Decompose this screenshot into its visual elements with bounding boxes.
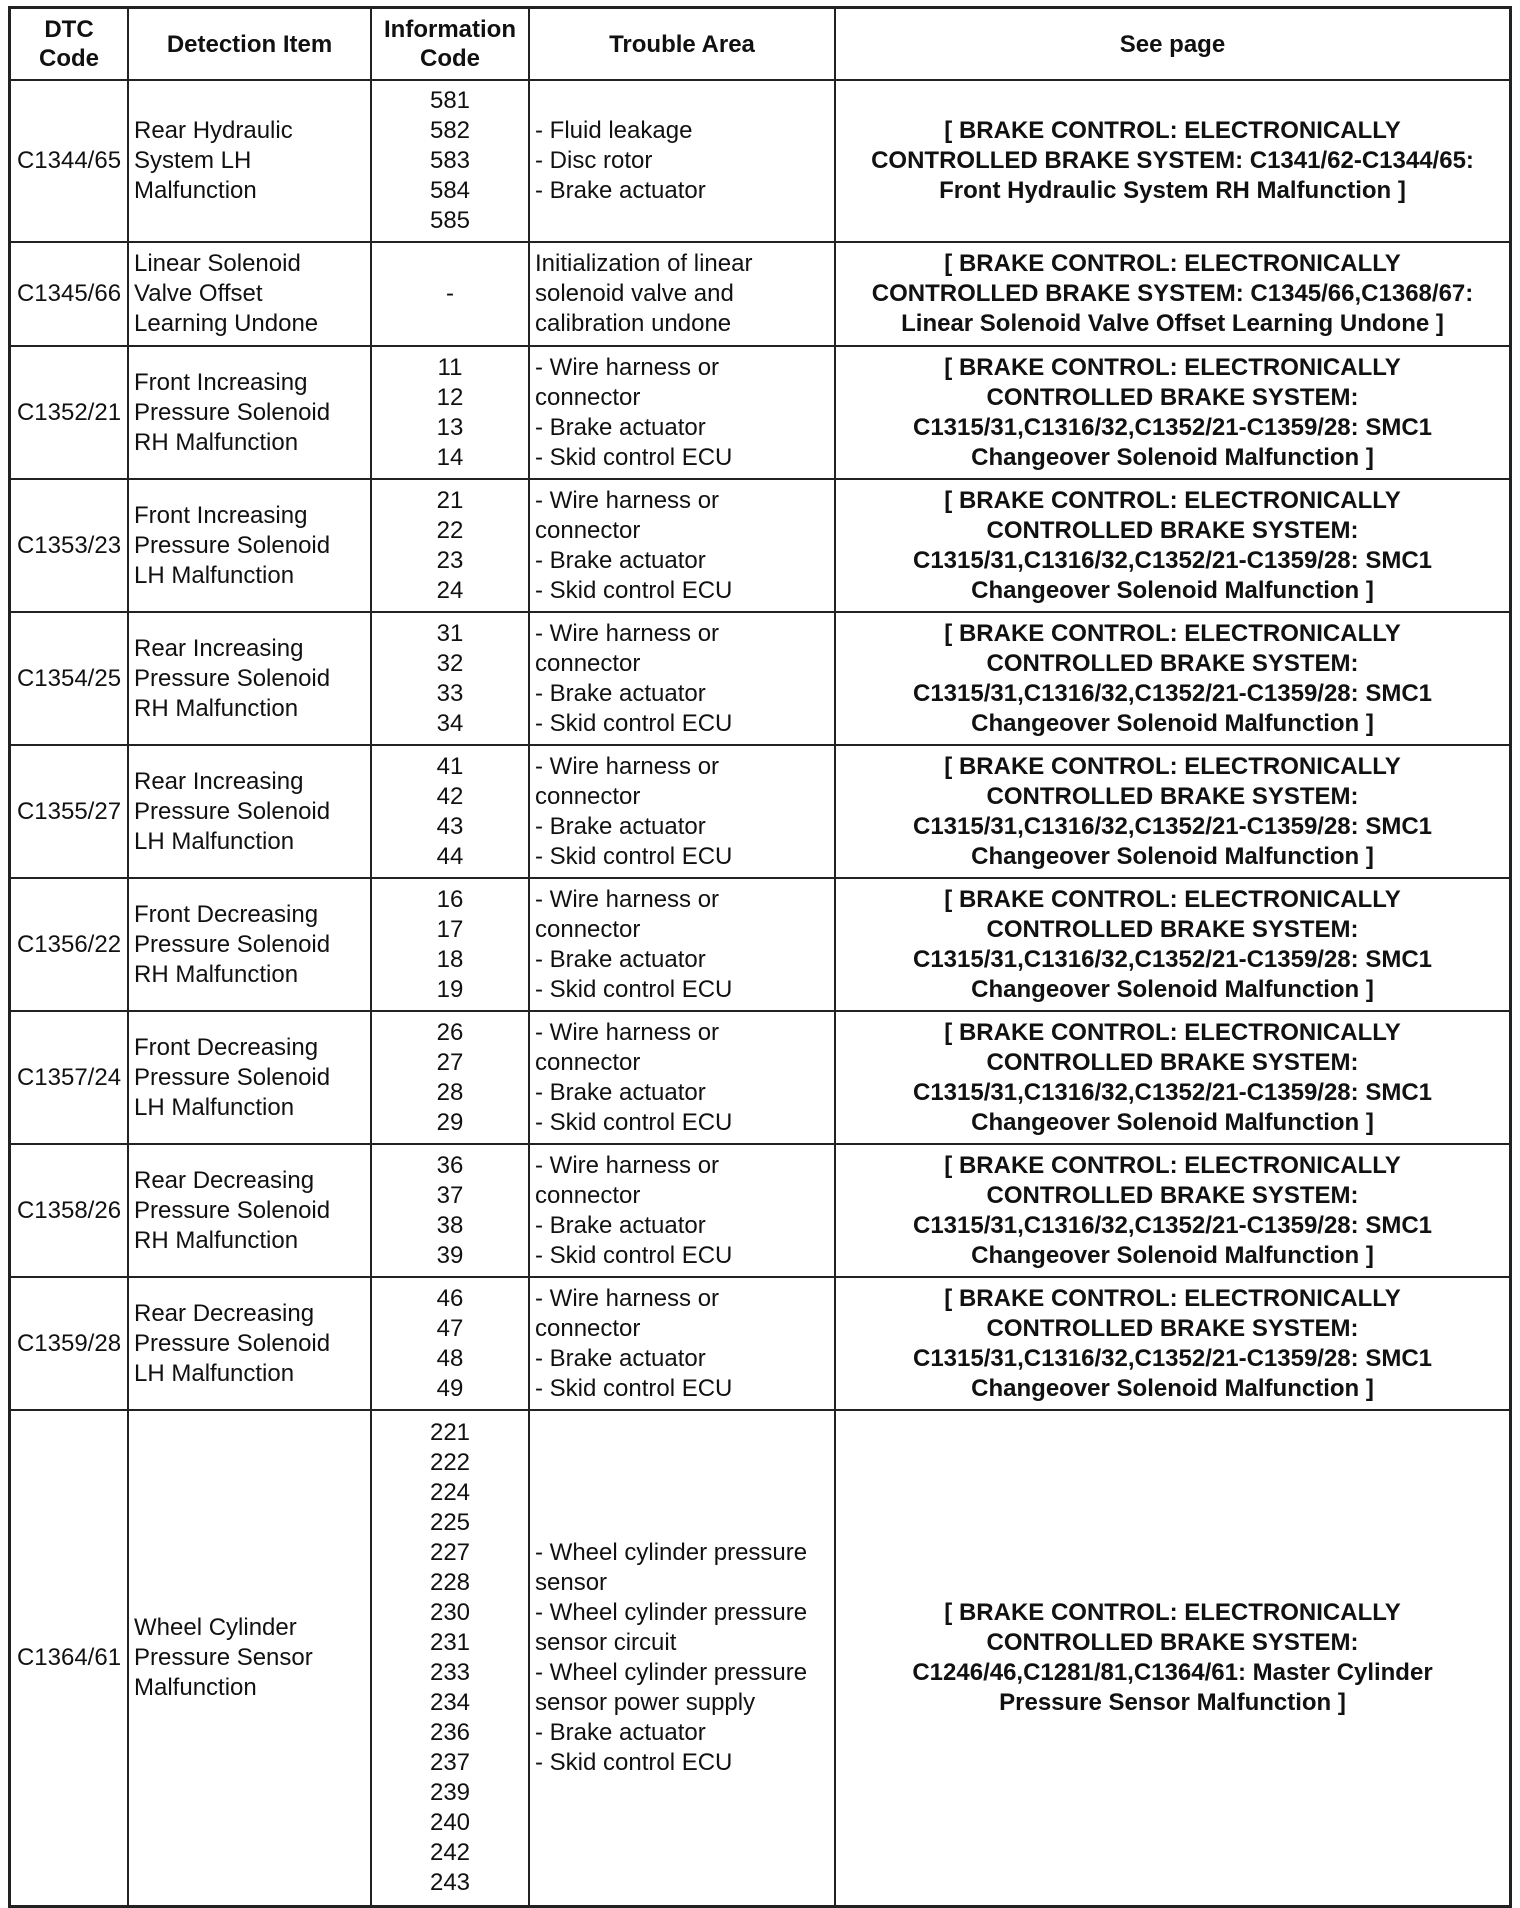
detection-item-cell: Front Increasing Pressure Solenoid RH Malfunction [128,346,371,479]
detection-item-cell: Rear Decreasing Pressure Solenoid RH Malfunction [128,1144,371,1277]
table-row [10,80,1511,242]
trouble-area-cell: - Wire harness or connector - Brake actuator - Skid control ECU [529,346,835,479]
dtc-code-cell: C1354/25 [10,612,129,745]
see-page-link[interactable]: [ BRAKE CONTROL: ELECTRONICALLY CONTROLLED BRAKE SYSTEM: C1315/31,C1316/32,C1352/21-C1359/28: SMC1 Changeover Solenoid Malfunction ] [835,612,1511,745]
see-page-link[interactable]: [ BRAKE CONTROL: ELECTRONICALLY CONTROLLED BRAKE SYSTEM: C1315/31,C1316/32,C1352/21-C1359/28: SMC1 Changeover Solenoid Malfunction ] [835,878,1511,1011]
detection-item-cell: Rear Increasing Pressure Solenoid RH Malfunction [128,612,371,745]
detection-item-cell: Front Decreasing Pressure Solenoid RH Malfunction [128,878,371,1011]
information-code-cell: 221 222 224 225 227 228 230 231 233 234 236 237 239 240 242 243 [371,1410,529,1906]
table-row [10,612,1511,745]
dtc-code-cell: C1356/22 [10,878,129,1011]
table-row [10,346,1511,479]
dtc-code-cell: C1353/23 [10,479,129,612]
see-page-link[interactable]: [ BRAKE CONTROL: ELECTRONICALLY CONTROLLED BRAKE SYSTEM: C1345/66,C1368/67: Linear Solenoid Valve Offset Learning Undone ] [835,242,1511,346]
see-page-link[interactable]: [ BRAKE CONTROL: ELECTRONICALLY CONTROLLED BRAKE SYSTEM: C1315/31,C1316/32,C1352/21-C1359/28: SMC1 Changeover Solenoid Malfunction ] [835,346,1511,479]
table-row [10,1144,1511,1277]
trouble-area-cell: - Wire harness or connector - Brake actuator - Skid control ECU [529,1144,835,1277]
information-code-cell: 21 22 23 24 [371,479,529,612]
detection-item-cell: Front Increasing Pressure Solenoid LH Malfunction [128,479,371,612]
see-page-link[interactable]: [ BRAKE CONTROL: ELECTRONICALLY CONTROLLED BRAKE SYSTEM: C1315/31,C1316/32,C1352/21-C1359/28: SMC1 Changeover Solenoid Malfunction ] [835,479,1511,612]
table-row [10,745,1511,878]
detection-item-cell: Rear Decreasing Pressure Solenoid LH Malfunction [128,1277,371,1410]
header-dtc-code: DTC Code [10,8,129,81]
detection-item-cell: Wheel Cylinder Pressure Sensor Malfunction [128,1410,371,1906]
trouble-area-cell: - Wire harness or connector - Brake actuator - Skid control ECU [529,745,835,878]
dtc-code-cell: C1357/24 [10,1011,129,1144]
table-body [10,80,1511,1906]
trouble-area-cell: Initialization of linear solenoid valve and calibration undone [529,242,835,346]
see-page-link[interactable]: [ BRAKE CONTROL: ELECTRONICALLY CONTROLLED BRAKE SYSTEM: C1315/31,C1316/32,C1352/21-C1359/28: SMC1 Changeover Solenoid Malfunction ] [835,745,1511,878]
information-code-cell: 41 42 43 44 [371,745,529,878]
table-row [10,878,1511,1011]
trouble-area-cell: - Wire harness or connector - Brake actuator - Skid control ECU [529,1277,835,1410]
header-trouble-area: Trouble Area [529,8,835,81]
trouble-area-cell: - Wire harness or connector - Brake actuator - Skid control ECU [529,612,835,745]
dtc-code-cell: C1364/61 [10,1410,129,1906]
dtc-code-cell: C1358/26 [10,1144,129,1277]
trouble-area-cell: - Wheel cylinder pressure sensor - Wheel cylinder pressure sensor circuit - Wheel cylinder pressure sensor power supply - Brake actuator - Skid control ECU [529,1410,835,1906]
trouble-area-cell: - Wire harness or connector - Brake actuator - Skid control ECU [529,479,835,612]
table-row [10,1410,1511,1906]
dtc-code-cell: C1359/28 [10,1277,129,1410]
information-code-cell: 46 47 48 49 [371,1277,529,1410]
see-page-link[interactable]: [ BRAKE CONTROL: ELECTRONICALLY CONTROLLED BRAKE SYSTEM: C1315/31,C1316/32,C1352/21-C1359/28: SMC1 Changeover Solenoid Malfunction ] [835,1144,1511,1277]
see-page-link[interactable]: [ BRAKE CONTROL: ELECTRONICALLY CONTROLLED BRAKE SYSTEM: C1246/46,C1281/81,C1364/61: Master Cylinder Pressure Sensor Malfunction ] [835,1410,1511,1906]
dtc-table [8,6,1512,1908]
trouble-area-cell: - Wire harness or connector - Brake actuator - Skid control ECU [529,878,835,1011]
header-see-page: See page [835,8,1511,81]
detection-item-cell: Rear Hydraulic System LH Malfunction [128,80,371,242]
dtc-code-cell: C1352/21 [10,346,129,479]
information-code-cell: - [371,242,529,346]
see-page-link[interactable]: [ BRAKE CONTROL: ELECTRONICALLY CONTROLLED BRAKE SYSTEM: C1315/31,C1316/32,C1352/21-C1359/28: SMC1 Changeover Solenoid Malfunction ] [835,1277,1511,1410]
dtc-code-cell: C1344/65 [10,80,129,242]
see-page-link[interactable]: [ BRAKE CONTROL: ELECTRONICALLY CONTROLLED BRAKE SYSTEM: C1341/62-C1344/65: Front Hydraulic System RH Malfunction ] [835,80,1511,242]
information-code-cell: 11 12 13 14 [371,346,529,479]
header-row [10,8,1511,81]
dtc-code-cell: C1345/66 [10,242,129,346]
dtc-code-cell: C1355/27 [10,745,129,878]
table-row [10,1011,1511,1144]
table-row [10,479,1511,612]
table-row [10,1277,1511,1410]
detection-item-cell: Linear Solenoid Valve Offset Learning Undone [128,242,371,346]
trouble-area-cell: - Wire harness or connector - Brake actuator - Skid control ECU [529,1011,835,1144]
trouble-area-cell: - Fluid leakage - Disc rotor - Brake actuator [529,80,835,242]
table-row [10,242,1511,346]
information-code-cell: 36 37 38 39 [371,1144,529,1277]
table-header [10,8,1511,81]
detection-item-cell: Front Decreasing Pressure Solenoid LH Malfunction [128,1011,371,1144]
header-detection-item: Detection Item [128,8,371,81]
see-page-link[interactable]: [ BRAKE CONTROL: ELECTRONICALLY CONTROLLED BRAKE SYSTEM: C1315/31,C1316/32,C1352/21-C1359/28: SMC1 Changeover Solenoid Malfunction ] [835,1011,1511,1144]
detection-item-cell: Rear Increasing Pressure Solenoid LH Malfunction [128,745,371,878]
information-code-cell: 31 32 33 34 [371,612,529,745]
header-information-code: Information Code [371,8,529,81]
information-code-cell: 16 17 18 19 [371,878,529,1011]
information-code-cell: 581 582 583 584 585 [371,80,529,242]
information-code-cell: 26 27 28 29 [371,1011,529,1144]
